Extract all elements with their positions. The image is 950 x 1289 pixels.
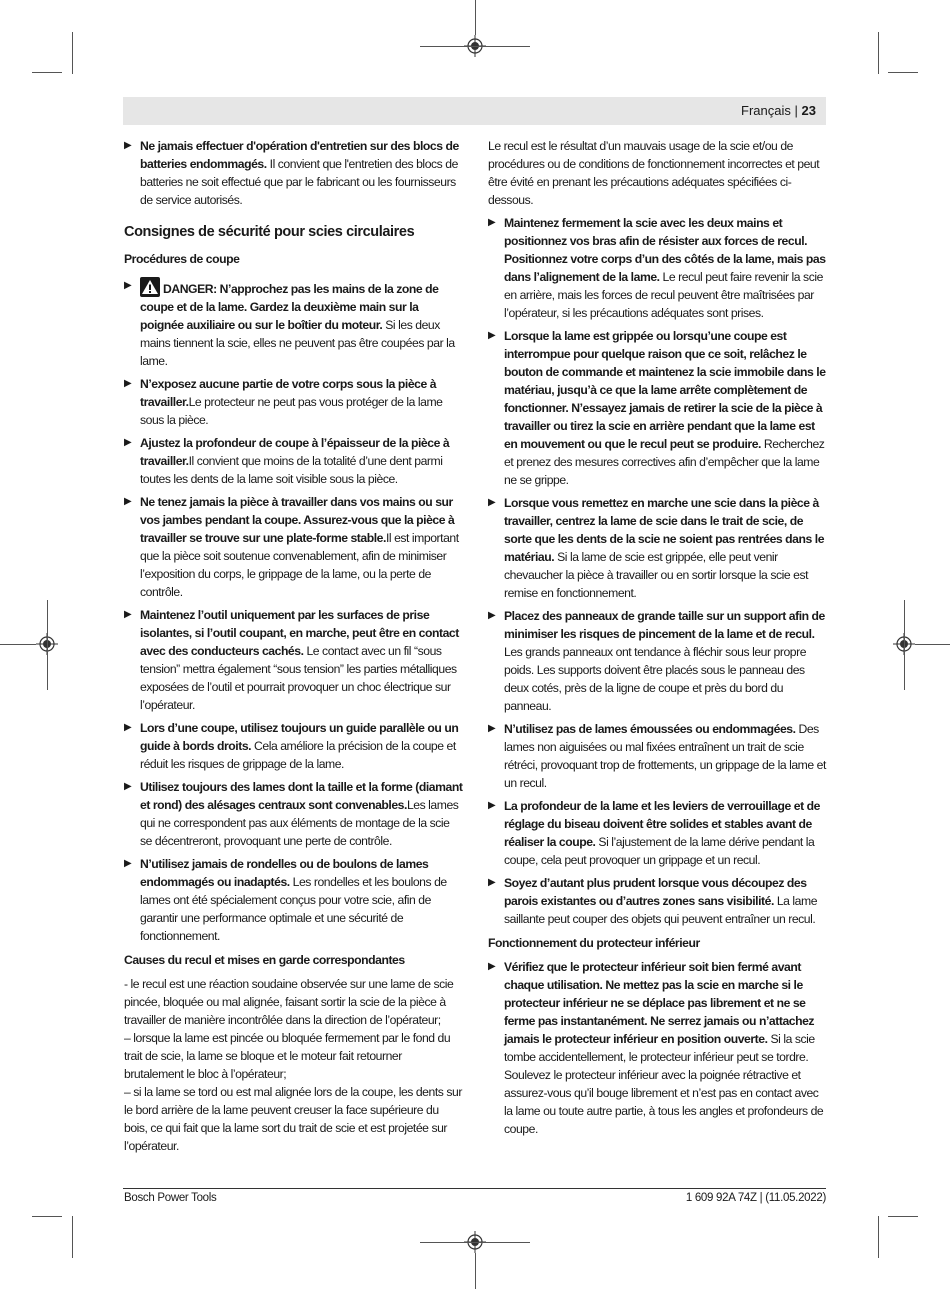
header-separator: | — [794, 103, 798, 118]
safety-item — [124, 375, 464, 429]
safety-item-text: Les grands panneaux ont tendance à fléchir sous leur propre poids. Les supports doivent être placés sous le panneau des deux cotés, près de la ligne de coupe et près du bord du panneau. — [504, 645, 807, 713]
crop-mark — [475, 1253, 476, 1289]
safety-item-bold: Utilisez toujours des lames dont la taille et la forme (diamant et rond) des alésages centraux sont convenables. — [140, 780, 463, 812]
safety-item-bold: Ajustez la profondeur de coupe à l’épaisseur de la pièce à travailler. — [140, 436, 450, 468]
safety-item-text: Il est important que la pièce soit soutenue convenablement, afin de minimiser l’exposition du corps, le grippage de la lame, ou la perte de contrôle. — [140, 531, 459, 599]
safety-item-text: Le contact avec un fil “sous tension” mettra également “sous tension” les parties métalliques exposées de l’outil et pourrait provoquer un choc électrique sur l’opérateur. — [140, 644, 457, 712]
footer-doc-ref: 1 609 92A 74Z | (11.05.2022) — [685, 1192, 826, 1204]
safety-item — [488, 797, 828, 869]
safety-item-bold: Ne tenez jamais la pièce à travailler dans vos mains ou sur vos jambes pendant la coupe. Assurez-vous que la pièce à travailler se trouve sur une plate-forme stable. — [140, 495, 455, 545]
triangle-right-icon: ▶ — [124, 858, 132, 869]
triangle-right-icon: ▶ — [124, 280, 132, 291]
triangle-right-icon: ▶ — [488, 497, 496, 508]
safety-item-bold: N’exposez aucune partie de votre corps sous la pièce à travailler. — [140, 377, 437, 409]
crop-mark — [47, 600, 48, 690]
triangle-right-icon: ▶ — [124, 496, 132, 507]
safety-item-bold: Maintenez fermement la scie avec les deux mains et positionnez vos bras afin de résister aux forces de recul. Positionnez votre corps d’un des côtés de la lame, mais pas dans l’alignement de la lame. — [504, 216, 826, 284]
safety-item-text: Des lames non aiguisées ou mal fixées entraînent un trait de scie rétréci, provoquant trop de frottements, un grippage de la lame et un recul. — [504, 722, 826, 790]
kickback-title: Causes du recul et mises en garde correspondantes — [124, 953, 405, 967]
safety-item-bold: La profondeur de la lame et les leviers de verrouillage et de réglage du biseau doivent être solides et stables avant de réaliser la coupe. — [504, 799, 820, 849]
safety-item-text: Cela améliore la précision de la coupe et réduit les risques de grippage de la lame. — [140, 739, 456, 771]
safety-item — [124, 778, 464, 850]
triangle-right-icon: ▶ — [488, 961, 496, 972]
crop-mark — [0, 644, 36, 645]
safety-item — [488, 874, 828, 928]
safety-item — [124, 855, 464, 945]
crop-mark — [420, 46, 530, 47]
safety-item-bold: Maintenez l’outil uniquement par les surfaces de prise isolantes, si l’outil coupant, en marche, peut être en contact avec des conducteurs cachés. — [140, 608, 459, 658]
page-number: 23 — [801, 103, 816, 118]
safety-item-text: La lame saillante peut couper des objets qui peuvent entraîner un recul. — [504, 894, 818, 926]
safety-item-text: Il convient que moins de la totalité d’une dent parmi toutes les dents de la lame soit visible sous la pièce. — [140, 454, 443, 486]
triangle-right-icon: ▶ — [124, 722, 132, 733]
footer-divider — [123, 1188, 826, 1189]
safety-item-text: Si la lame de scie est grippée, elle peut venir chevaucher la pièce à travailler ou en sortir lorsque la scie est remise en fonctionnement. — [504, 550, 809, 600]
kickback-paragraph: - le recul est une réaction soudaine observée sur une lame de scie pincée, bloquée ou mal alignée, faisant sortir la scie de la pièce à travailler de manière incontrôlée dans la direction de l’opérateur; — [124, 977, 454, 1027]
section-title: Consignes de sécurité pour scies circulaires — [124, 224, 415, 240]
crop-mark — [888, 1216, 918, 1217]
crop-mark — [32, 1216, 62, 1217]
safety-item — [488, 720, 828, 792]
safety-item-text: Le recul peut faire revenir la scie en arrière, mais les forces de recul peuvent être maîtrisées par l’opérateur, si les précautions adéquates sont prises. — [504, 270, 823, 320]
left-column — [124, 137, 464, 1155]
safety-item — [124, 606, 464, 714]
danger-item-bold: DANGER: N’approchez pas les mains de la zone de coupe et de la lame. Gardez la deuxième main sur la poignée auxiliaire ou sur le boîtier du moteur. — [140, 282, 439, 332]
warning-triangle-icon — [140, 277, 160, 297]
triangle-right-icon: ▶ — [488, 610, 496, 621]
triangle-right-icon: ▶ — [488, 217, 496, 228]
safety-item-bold: N’utilisez pas de lames émoussées ou endommagées. — [504, 722, 796, 736]
language-label: Français — [741, 103, 791, 118]
safety-item-bold: Lorsque vous remettez en marche une scie dans la pièce à travailler, centrez la lame de scie dans le trait de scie, de sorte que les dents de la scie ne soient pas rentrées dans le matériau. — [504, 496, 825, 564]
crop-mark — [72, 32, 73, 74]
triangle-right-icon: ▶ — [488, 800, 496, 811]
safety-item — [124, 434, 464, 488]
triangle-right-icon: ▶ — [124, 609, 132, 620]
safety-item — [124, 137, 464, 209]
safety-item-text: Il convient que l'entretien des blocs de batteries ne soit effectué que par le fabricant ou les fournisseurs de service autorisés. — [140, 157, 458, 207]
safety-item — [124, 493, 464, 601]
safety-item-text: Recherchez et prenez des mesures correctives afin d’empêcher que la lame ne se grippe. — [504, 437, 825, 487]
subsection-title: Procédures de coupe — [124, 252, 240, 266]
page-header — [123, 97, 826, 125]
safety-item — [488, 494, 828, 602]
safety-item — [488, 607, 828, 715]
right-column — [488, 137, 828, 1143]
guard-title: Fonctionnement du protecteur inférieur — [488, 936, 700, 950]
safety-item-bold: Lorsque la lame est grippée ou lorsqu’une coupe est interrompue pour quelque raison que ce soit, relâchez le bouton de commande et maintenez la scie immobile dans le matériau, jusqu’à ce que la lame arrête complètement de fonctionner. N’essayez jamais de retirer la scie de la pièce à travailler ou tirez la scie en arrière pendant que la lame est en mouvement ou que le recul peut se produire. — [504, 329, 826, 451]
safety-item-text: Le protecteur ne peut pas vous protéger de la lame sous la pièce. — [140, 395, 443, 427]
crop-mark — [888, 72, 918, 73]
safety-item — [488, 958, 828, 1138]
triangle-right-icon: ▶ — [124, 140, 132, 151]
safety-item-bold: Soyez d’autant plus prudent lorsque vous découpez des parois existantes ou d’autres zones sans visibilité. — [504, 876, 807, 908]
crop-mark — [32, 72, 62, 73]
triangle-right-icon: ▶ — [124, 378, 132, 389]
safety-item — [488, 214, 828, 322]
safety-item-text: Si l’ajustement de la lame dérive pendant la coupe, cela peut provoquer un grippage et un recul. — [504, 835, 815, 867]
safety-item-bold: Vérifiez que le protecteur inférieur soit bien fermé avant chaque utilisation. Ne mettez pas la scie en marche si le protecteur inférieur ne se déplace pas librement et ne se ferme pas instantanément. Ne serrez jamais ou n’attachez jamais le protecteur inférieur en position ouverte. — [504, 960, 815, 1046]
kickback-intro-paragraph: Le recul est le résultat d’un mauvais usage de la scie et/ou de procédures ou de conditions de fonctionnement incorrectes et peut être évité en prenant les précautions adéquates spécifiées ci-dessous. — [488, 139, 820, 207]
crop-mark — [915, 644, 950, 645]
crop-mark — [72, 1216, 73, 1258]
triangle-right-icon: ▶ — [488, 723, 496, 734]
triangle-right-icon: ▶ — [124, 437, 132, 448]
safety-item-text: Les rondelles et les boulons de lames ont été spécialement conçus pour votre scie, afin de garantir une performance optimale et une sécurité de fonctionnement. — [140, 875, 447, 943]
safety-item-text: Les lames qui ne correspondent pas aux éléments de montage de la scie se décentreront, provoquant une perte de contrôle. — [140, 798, 459, 848]
kickback-paragraph: – lorsque la lame est pincée ou bloquée fermement par le fond du trait de scie, la lame se bloque et le moteur fait retourner brutalement le bloc à l’opérateur; — [124, 1031, 451, 1081]
danger-item — [124, 277, 464, 370]
crop-mark — [878, 1216, 879, 1258]
crop-mark — [475, 0, 476, 35]
page-header-text — [741, 103, 816, 118]
safety-item-bold: Ne jamais effectuer d'opération d'entretien sur des blocs de batteries endommagés. — [140, 139, 459, 171]
triangle-right-icon: ▶ — [124, 781, 132, 792]
crop-mark — [420, 1242, 530, 1243]
triangle-right-icon: ▶ — [488, 877, 496, 888]
safety-item-bold: Placez des panneaux de grande taille sur un support afin de minimiser les risques de pincement de la lame et de recul. — [504, 609, 825, 641]
crop-mark — [878, 32, 879, 74]
danger-item-text: Si les deux mains tiennent la scie, elles ne peuvent pas être coupées par la lame. — [140, 318, 455, 368]
footer-brand: Bosch Power Tools — [124, 1192, 217, 1204]
safety-item — [124, 719, 464, 773]
safety-item — [488, 327, 828, 489]
crop-mark — [904, 600, 905, 690]
safety-item-bold: Lors d’une coupe, utilisez toujours un guide parallèle ou un guide à bords droits. — [140, 721, 459, 753]
triangle-right-icon: ▶ — [488, 330, 496, 341]
kickback-paragraph: – si la lame se tord ou est mal alignée lors de la coupe, les dents sur le bord arrière de la lame peuvent creuser la face supérieure du bois, ce qui fait que la lame sort du trait de scie et est projetée sur l’opérateur. — [124, 1085, 462, 1153]
safety-item-text: Si la scie tombe accidentellement, le protecteur inférieur peut se tordre. Soulevez le protecteur inférieur avec la poignée rétractive et assurez-vous qu’il bouge librement et n’est pas en contact avec la lame ou toute autre partie, à tous les angles et profondeurs de coupe. — [504, 1032, 824, 1136]
safety-item-bold: N’utilisez jamais de rondelles ou de boulons de lames endommagés ou inadaptés. — [140, 857, 429, 889]
